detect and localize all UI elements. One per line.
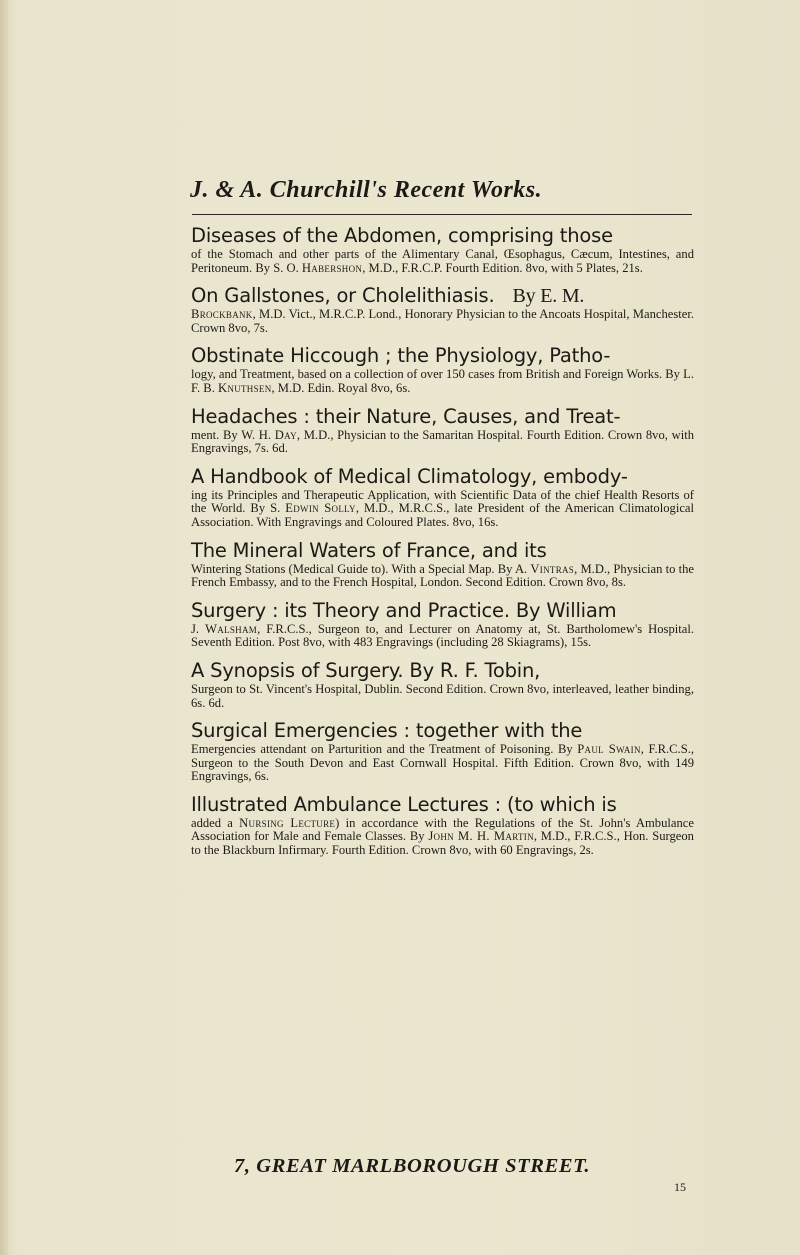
entry-title: Diseases of the Abdomen, comprising those <box>191 224 613 247</box>
page-number: 15 <box>674 1180 686 1194</box>
entry-description: added a Nursing Lecture) in accordance with the Regulations of the St. John's Ambulance Association for Male and Female Classes. By John M. H. Martin, M.D., F.R.C.S., Hon. Surgeon to the Blackburn Infirmary. Fourth Edition. Crown 8vo, with 60 Engravings, 2s. <box>191 815 694 858</box>
entry-title: Surgery : its Theory and Practice. By William <box>191 598 617 622</box>
entry-title: On Gallstones, or Cholelithiasis. By E. M. <box>191 284 585 308</box>
author-name: Habershon <box>301 260 363 275</box>
entry-title: Surgical Emergencies : together with the <box>191 719 583 743</box>
author-name: Day <box>274 427 297 442</box>
page-binding-edge <box>0 0 8 1255</box>
book-entry-gallstones <box>191 284 694 335</box>
book-entry-ambulance <box>191 793 694 858</box>
entry-description: Surgeon to St. Vincent's Hospital, Dublin. Second Edition. Crown 8vo, interleaved, leather binding, 6s. 6d. <box>191 681 694 710</box>
entry-description: ment. By W. H. Day, M.D., Physician to the Samaritan Hospital. Fourth Edition. Crown 8vo, with Engravings, 7s. 6d. <box>191 427 695 456</box>
entry-description: J. Walsham, F.R.C.S., Surgeon to, and Lecturer on Anatomy at, St. Bartholomew's Hospital. Seventh Edition. Post 8vo, with 483 Engravings (including 28 Skiagrams), 15s. <box>191 621 694 650</box>
book-entry-surgery <box>191 599 694 650</box>
entry-description: Brockbank, M.D. Vict., M.R.C.P. Lond., Honorary Physician to the Ancoats Hospital, Manchester. Crown 8vo, 7s. <box>191 307 694 335</box>
author-name: Knuthsen <box>218 380 272 395</box>
entry-title: A Handbook of Medical Climatology, embody- <box>191 464 628 488</box>
author-name: Walsham <box>205 621 258 636</box>
author-name: John M. H. Martin <box>428 829 534 844</box>
running-head: J. & A. Churchill's Recent Works. <box>190 177 543 203</box>
entry-title: Obstinate Hiccough ; the Physiology, Patho- <box>191 344 611 368</box>
book-entry-synopsis <box>191 659 694 710</box>
entry-description: Wintering Stations (Medical Guide to). With a Special Map. By A. Vintras, M.D., Physician to the French Embassy, and to the French Hospital, London. Second Edition. Crown 8vo, 8s. <box>191 561 694 590</box>
header-rule <box>192 214 692 215</box>
author-name: Paul Swain <box>577 742 641 757</box>
entry-description: Emergencies attendant on Parturition and the Treatment of Poisoning. By Paul Swain, F.R.C.S., Surgeon to the South Devon and East Cornwall Hospital. Fifth Edition. Crown 8vo, with 149 Engravings, 6s. <box>191 742 694 784</box>
author-name: Vintras <box>530 561 575 576</box>
book-entry-mineral-waters <box>191 539 694 590</box>
publisher-address: 7, GREAT MARLBOROUGH STREET. <box>234 1155 591 1177</box>
entry-title: Illustrated Ambulance Lectures : (to which is <box>191 792 617 816</box>
book-entry-hiccough <box>191 344 694 395</box>
book-entry-climatology <box>191 465 694 530</box>
author-name: Edwin Solly <box>285 501 356 516</box>
entry-description: ing its Principles and Therapeutic Application, with Scientific Data of the chief Health Resorts of the World. By S. Edwin Solly, M.D., M.R.C.S., late President of the American Climatological Association. With Engravings and Coloured Plates. 8vo, 16s. <box>191 487 695 529</box>
entry-title: A Synopsis of Surgery. By R. F. Tobin, <box>191 658 541 682</box>
entry-description: logy, and Treatment, based on a collection of over 150 cases from British and Foreign Works. By L. F. B. Knuthsen, M.D. Edin. Royal 8vo, 6s. <box>191 367 694 395</box>
author-name: Brockbank <box>191 307 253 322</box>
entry-title: Headaches : their Nature, Causes, and Treat- <box>191 404 621 428</box>
entry-title: The Mineral Waters of France, and its <box>191 538 547 562</box>
book-entry-surgical-emergencies <box>191 719 694 784</box>
lecture-name: Nursing Lecture <box>239 815 336 830</box>
book-entry-abdomen <box>191 224 694 275</box>
title-byline: By E. M. <box>512 285 585 308</box>
entry-description: of the Stomach and other parts of the Alimentary Canal, Œsophagus, Cæcum, Intestines, and Peritoneum. By S. O. Habershon, M.D., F.R.C.P. Fourth Edition. 8vo, with 5 Plates, 21s. <box>191 247 694 275</box>
book-list <box>191 224 694 867</box>
book-entry-headaches <box>191 405 694 456</box>
